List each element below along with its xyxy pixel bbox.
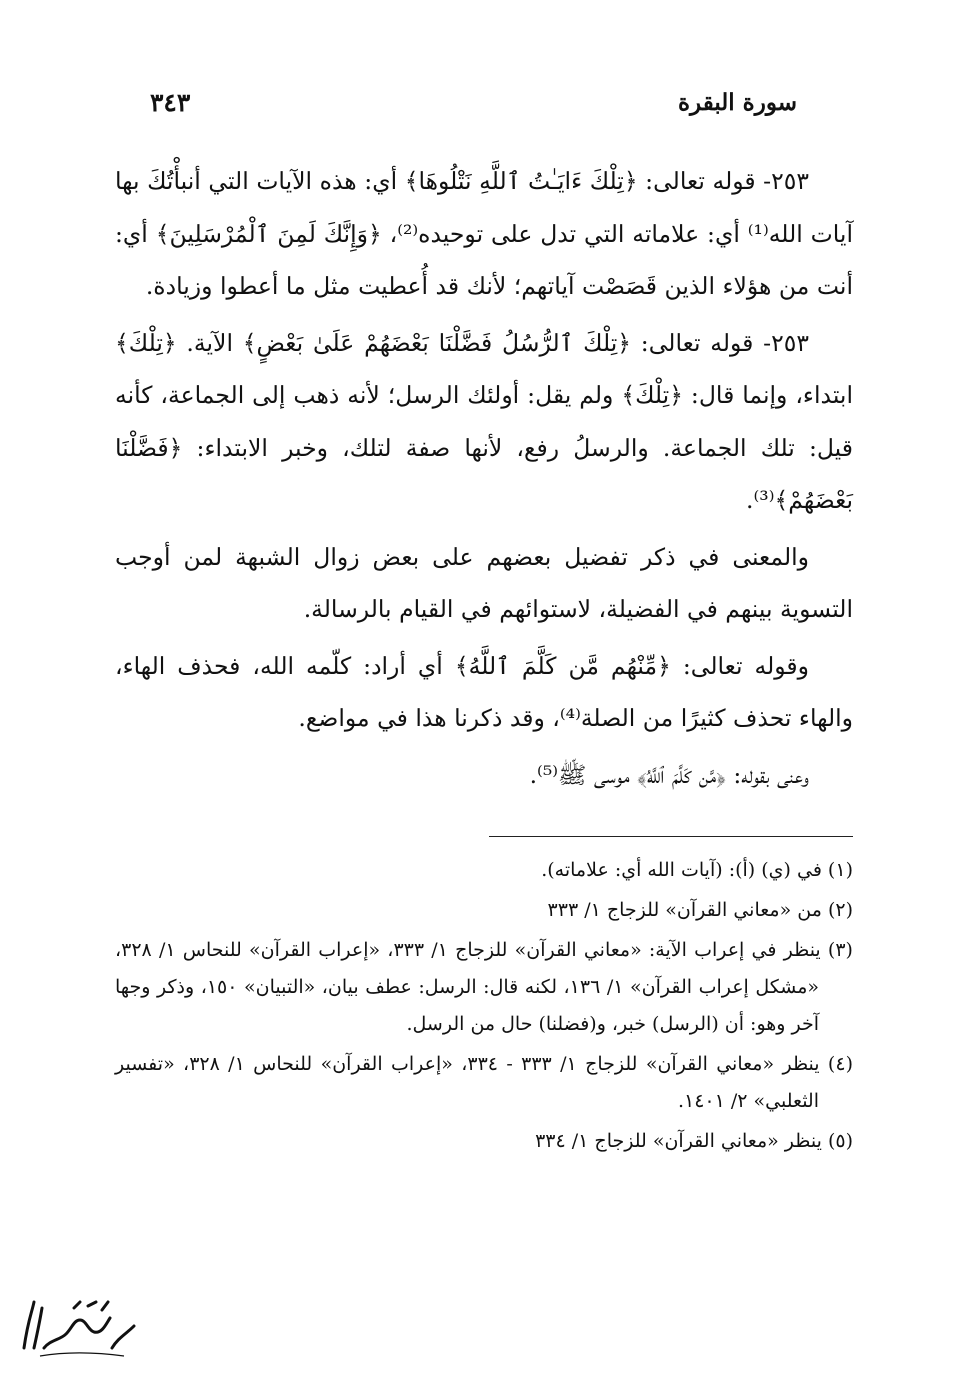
- footnote-3: (٣) ينظر في إعراب الآية: «معاني القرآن» للزجاج ١/ ٣٣٣، «إعراب القرآن» للنحاس ١/ ٣٢٨، «مشكل إعراب القرآن» ١/ ١٣٦، لكنه قال: الرسل: عطف بيان، «التبيان» ١٥٠، وذكر وجها آخر وهو: أن (الرسل) خبر، و(فضلنا) حال من الرسل.: [115, 939, 853, 1035]
- paragraph-musa: وعنى بقوله: ﴿مَّن كَلَّمَ ٱللَّهُ﴾ موسى ﷺ⁽⁵⁾.: [529, 760, 809, 789]
- footnote-5: (٥) ينظر «معاني القرآن» للزجاج ١/ ٣٣٤: [535, 1130, 853, 1152]
- page-number: ٣٤٣: [150, 87, 191, 117]
- main-text: [115, 155, 853, 805]
- page-header: [150, 82, 797, 122]
- footnote-4: (٤) ينظر «معاني القرآن» للزجاج ١/ ٣٣٣ - ٣٣٤، «إعراب القرآن» للنحاس ١/ ٣٢٨، «تفسير الثعلبي» ٢/ ١٤٠١.: [115, 1053, 853, 1112]
- paragraph-verse-253a: ٢٥٣- قوله تعالى: ﴿تِلْكَ ءَايَـٰتُ ٱللَّهِ نَتْلُوهَا﴾ أي: هذه الآيات التي أنبأْتُكَ بها آيات الله⁽¹⁾ أي: علاماته التي تدل على توحيده⁽²⁾، ﴿وَإِنَّكَ لَمِنَ ٱلْمُرْسَلِينَ﴾ أي: أنت من هؤلاء الذين قَصَصْت آياتهم؛ لأنك قد أُعطيت مثل ما أعطوا وزيادة.: [115, 167, 853, 300]
- calligraphy-logo-icon: [14, 1290, 144, 1362]
- paragraph-meaning: والمعنى في ذكر تفضيل بعضهم على بعض زوال الشبهة لمن أوجب التسوية بينهم في الفضيلة، لاستوائهم في القيام بالرسالة.: [115, 542, 853, 623]
- paragraph-kallama: وقوله تعالى: ﴿مِّنْهُم مَّن كَلَّمَ ٱللَّهُ﴾ أي أراد: كلّمه الله، فحذف الهاء، والهاء تحذف كثيرًا من الصلة⁽⁴⁾، وقد ذكرنا هذا في مواضع.: [115, 651, 853, 732]
- surah-title: سورة البقرة: [677, 88, 797, 116]
- footnote-divider: [489, 836, 853, 837]
- calligraphy-logo-svg: [14, 1290, 144, 1362]
- footnotes: [115, 852, 853, 1163]
- paragraph-verse-253b: ٢٥٣- قوله تعالى: ﴿تِلْكَ ٱلرُّسُلُ فَضَّلْنَا بَعْضَهُمْ عَلَىٰ بَعْضٍ﴾ الآية. ﴿تِلْكَ﴾ ابتداء، وإنما قال: ﴿تِلْكَ﴾ ولم يقل: أولئك الرسل؛ لأنه ذهب إلى الجماعة، كأنه قيل: تلك الجماعة. والرسلُ رفع، لأنها صفة لتلك، وخبر الابتداء: ﴿فَضَّلْنَا بَعْضَهُمْ﴾⁽³⁾.: [115, 328, 853, 514]
- footnote-2: (٢) من «معاني القرآن» للزجاج ١/ ٣٣٣: [547, 899, 853, 921]
- footnote-1: (١) في (ي) (أ): (آيات الله أي: علاماته).: [541, 859, 853, 881]
